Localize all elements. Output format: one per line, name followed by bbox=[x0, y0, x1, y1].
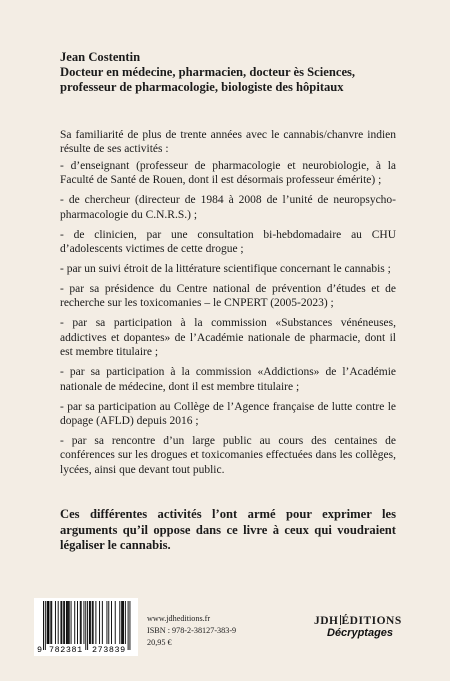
logo-separator bbox=[340, 615, 341, 625]
barcode-bar bbox=[108, 601, 109, 644]
barcode-digits bbox=[34, 644, 138, 656]
author-block bbox=[60, 50, 400, 96]
barcode-bar bbox=[63, 601, 64, 644]
barcode-bar bbox=[61, 601, 62, 644]
barcode-bar bbox=[90, 601, 91, 644]
barcode-bar bbox=[81, 601, 82, 644]
barcode-bar bbox=[66, 601, 67, 644]
bio-item-medicine-academy: - par sa participation à la commission «Addictions» de l’Académie nationale de médecine, dont il est membre titulaire ; bbox=[60, 366, 396, 393]
publisher-website: www.jdheditions.fr bbox=[147, 614, 211, 623]
bio-item-conferences: - par sa rencontre d’un large public au cours des centaines de conférences sur les drogues et toxicomanies effectuées dans les collèges, lycées, ainsi que devant tout public. bbox=[60, 435, 396, 476]
barcode-bar bbox=[129, 601, 130, 650]
barcode-bar bbox=[64, 601, 65, 644]
barcode-bar bbox=[125, 601, 126, 644]
collection-name: Décryptages bbox=[327, 627, 394, 639]
barcode-bar bbox=[50, 601, 51, 644]
conclusion-paragraph: Ces différentes activités l’ont armé pour exprimer les arguments qu’il oppose dans ce livre à ceux qui voudraient légaliser le cannabis. bbox=[60, 507, 396, 553]
bio-intro: Sa familiarité de plus de trente années avec le cannabis/chanvre indien résulte de ses activités : bbox=[60, 129, 396, 156]
barcode-bar bbox=[93, 601, 94, 644]
barcode-bar bbox=[43, 601, 44, 650]
logo-editions: ÉDITIONS bbox=[341, 615, 402, 627]
barcode-right-digits: 273839 bbox=[92, 645, 126, 655]
barcode-bar bbox=[55, 601, 56, 644]
barcode-bar bbox=[74, 601, 75, 644]
barcode-bar bbox=[87, 601, 88, 650]
author-name: Jean Costentin bbox=[60, 50, 141, 64]
isbn-text: ISBN : 978-2-38127-383-9 bbox=[147, 625, 237, 635]
bio-item-teaching: - d’enseignant (professeur de pharmacologie et neurobiologie, à la Faculté de Santé de Rouen, dont il est désormais professeur émérite) ; bbox=[60, 159, 396, 187]
barcode-bar bbox=[123, 601, 124, 644]
barcode-bar bbox=[69, 601, 70, 644]
barcode-bar bbox=[71, 601, 72, 644]
barcode-bar bbox=[45, 601, 46, 650]
logo-wordmark bbox=[314, 615, 424, 627]
bio-item-clinical: - de clinicien, par une consultation bi-hebdomadaire au CHU d’adolescents victimes de cette drogue ; bbox=[60, 228, 396, 256]
barcode-bar bbox=[89, 601, 90, 644]
barcode-bar bbox=[49, 601, 50, 644]
barcode-bar bbox=[48, 601, 49, 644]
bio-item-afld: - par sa participation au Collège de l’Agence française de lutte contre le dopage (AFLD) depuis 2016 ; bbox=[60, 400, 396, 428]
barcode-bar bbox=[99, 601, 100, 644]
barcode-bar bbox=[122, 601, 123, 644]
author-title-line-1: Docteur en médecine, pharmacien, docteur ès Sciences, bbox=[60, 65, 356, 80]
barcode-bar bbox=[51, 601, 52, 644]
bio-item-literature: - par un suivi étroit de la littérature scientifique concernant le cannabis ; bbox=[60, 263, 391, 276]
barcode-first-digit: 9 bbox=[37, 645, 43, 655]
barcode-bar bbox=[58, 601, 59, 644]
bio-item-cnpert: - par sa présidence du Centre national de prévention d’études et de recherche sur les toxicomanies – le CNPERT (2005-2023) ; bbox=[60, 283, 396, 310]
publication-info bbox=[147, 613, 236, 648]
barcode-bar bbox=[68, 601, 69, 644]
biography bbox=[60, 128, 396, 483]
author-title-line-2: professeur de pharmacologie, biologiste des hôpitaux bbox=[60, 80, 344, 95]
barcode-bar bbox=[80, 601, 81, 644]
barcode-bar bbox=[106, 601, 107, 644]
barcode-bar bbox=[121, 601, 122, 644]
isbn-barcode bbox=[34, 598, 138, 656]
barcode-bar bbox=[60, 601, 61, 644]
barcode-bar bbox=[83, 601, 84, 644]
barcode-bar bbox=[77, 601, 78, 644]
publisher-logo bbox=[314, 615, 424, 639]
barcode-bar bbox=[128, 601, 129, 650]
barcode-bar bbox=[47, 601, 48, 644]
barcode-bar bbox=[85, 601, 86, 650]
barcode-bar bbox=[67, 601, 68, 644]
barcode-bar bbox=[92, 601, 93, 644]
barcode-bar bbox=[111, 601, 112, 644]
barcode-bar bbox=[115, 601, 116, 644]
barcode-left-digits: 782381 bbox=[49, 645, 83, 655]
bio-item-research: - de chercheur (directeur de 1984 à 2008 de l’unité de neuropsycho-pharmacologie du C.N.R.S.) ; bbox=[60, 194, 396, 221]
barcode-bar bbox=[95, 601, 96, 644]
bio-item-pharmacy-academy: - par sa participation à la commission «Substances vénéneuses, addictives et dopantes» de l’Académie nationale de pharmacie, dont il est membre titulaire ; bbox=[60, 317, 396, 359]
price-text: 20,95 € bbox=[147, 637, 172, 647]
barcode-bar bbox=[102, 601, 103, 644]
barcode-bar bbox=[119, 601, 120, 644]
logo-jdh: JDH bbox=[314, 615, 339, 627]
